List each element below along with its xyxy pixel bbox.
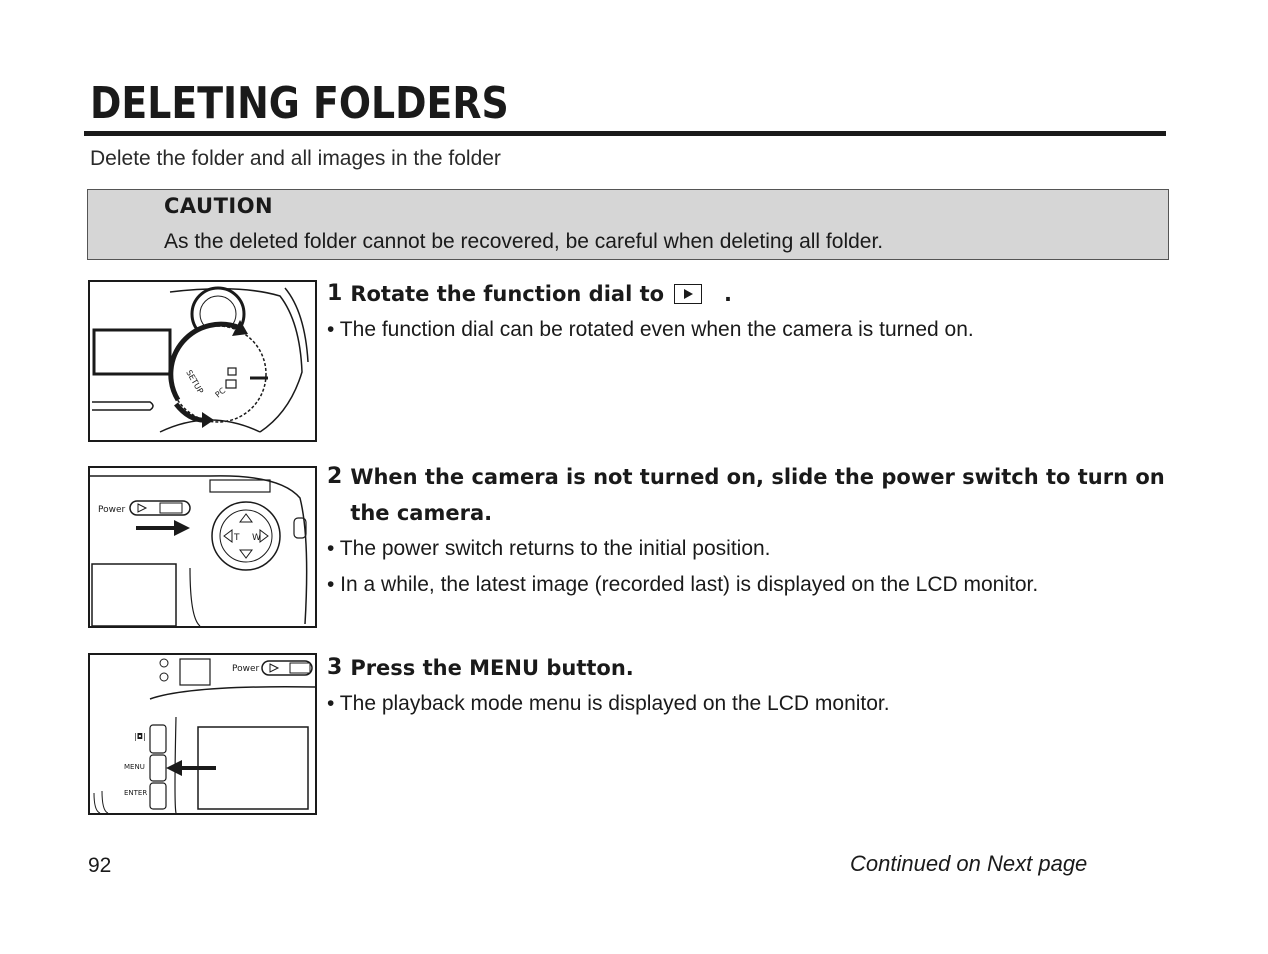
step-bullet: • In a while, the latest image (recorded last) is displayed on the LCD monitor. bbox=[327, 573, 1039, 596]
figure-menu-button bbox=[88, 653, 317, 815]
step-heading: Rotate the function dial to bbox=[350, 282, 665, 306]
continued-note: Continued on Next page bbox=[850, 851, 1088, 876]
step-3 bbox=[327, 650, 1187, 722]
caution-box bbox=[87, 189, 1169, 260]
menu-fig-power-label: Power bbox=[232, 664, 260, 674]
step-1 bbox=[327, 276, 1187, 348]
caution-text: As the deleted folder cannot be recovered, be careful when deleting all folder. bbox=[164, 230, 884, 253]
step-bullet: • The power switch returns to the initial position. bbox=[327, 537, 771, 560]
menu-button-label: MENU bbox=[124, 763, 145, 771]
display-button-label: |◘| bbox=[134, 732, 146, 741]
dial-pc-label: PC bbox=[213, 385, 228, 400]
page-number: 92 bbox=[88, 854, 112, 877]
figure-function-dial bbox=[88, 280, 317, 442]
title-rule bbox=[84, 131, 1166, 136]
step-heading: When the camera is not turned on, slide the power switch to turn on the camera. bbox=[350, 465, 1165, 525]
power-switch-label: Power bbox=[98, 505, 126, 515]
dial-setup-label: SETUP bbox=[184, 368, 205, 396]
step-heading-suffix: . bbox=[724, 282, 733, 306]
step-heading: Press the MENU button. bbox=[350, 656, 634, 680]
step-number: 3 bbox=[327, 655, 343, 680]
step-bullet: • The function dial can be rotated even when the camera is turned on. bbox=[327, 318, 974, 341]
playback-mode-icon bbox=[674, 284, 702, 304]
step-number: 1 bbox=[327, 281, 343, 306]
page-title: DELETING FOLDERS bbox=[90, 78, 509, 129]
enter-button-label: ENTER bbox=[124, 789, 148, 797]
page-subtitle: Delete the folder and all images in the folder bbox=[90, 147, 501, 170]
step-bullet: • The playback mode menu is displayed on the LCD monitor. bbox=[327, 692, 890, 715]
zoom-w-label: W bbox=[252, 533, 261, 543]
caution-title: CAUTION bbox=[164, 194, 274, 218]
step-number: 2 bbox=[327, 464, 343, 489]
zoom-t-label: T bbox=[234, 533, 240, 543]
figure-power-switch bbox=[88, 466, 317, 628]
step-2 bbox=[327, 459, 1187, 603]
